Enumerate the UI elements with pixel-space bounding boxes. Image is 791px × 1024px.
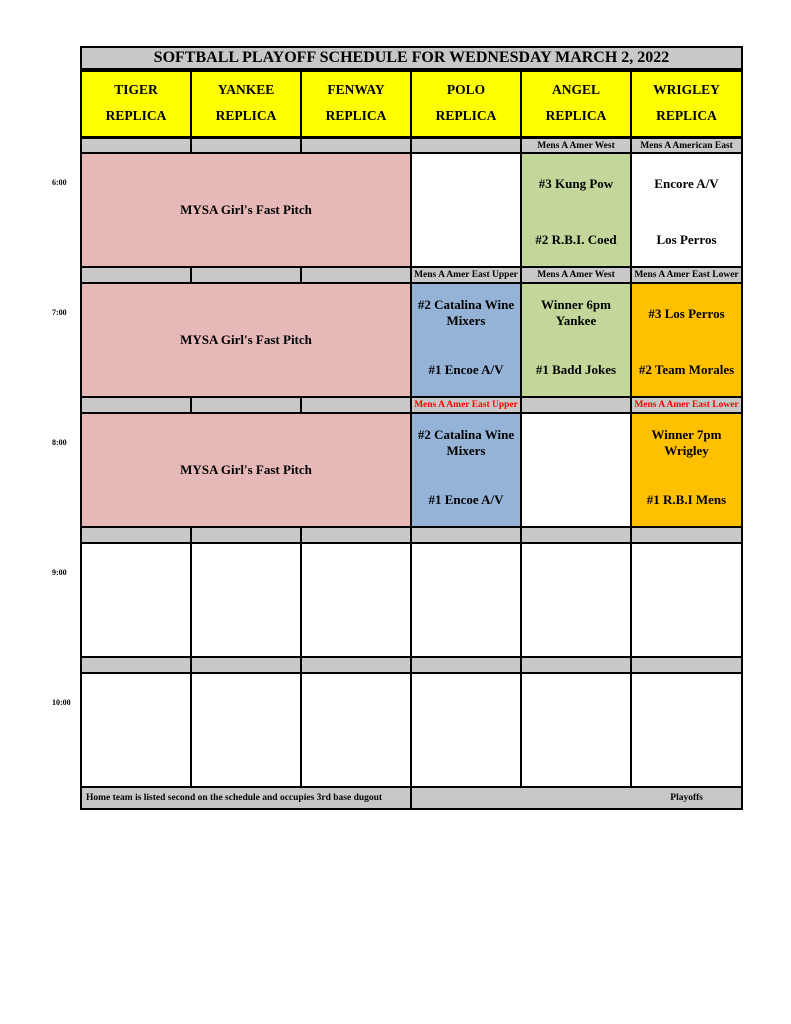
field-name: FENWAY xyxy=(327,82,385,97)
field-header-wrigley xyxy=(630,70,743,138)
empty-game-cell xyxy=(520,672,632,788)
field-header-yankee xyxy=(190,70,302,138)
division-label: Mens A Amer East Lower xyxy=(630,266,743,284)
empty-game-cell xyxy=(80,672,192,788)
empty-game-cell xyxy=(300,542,412,658)
field-sub: REPLICA xyxy=(656,108,717,123)
away-team: Winner 6pm Yankee xyxy=(541,297,611,328)
empty-game-cell xyxy=(410,152,522,268)
field-name: ANGEL xyxy=(551,82,600,97)
footer-playoffs-label: Playoffs xyxy=(410,786,743,810)
field-name: POLO xyxy=(446,82,486,97)
schedule-title: SOFTBALL PLAYOFF SCHEDULE FOR WEDNESDAY MARCH 2, 2022 xyxy=(80,46,743,70)
away-team: Winner 7pm Wrigley xyxy=(651,427,722,458)
mysa-block-6pm xyxy=(80,152,412,268)
event-label: MYSA Girl's Fast Pitch xyxy=(180,332,312,347)
division-label: Mens A Amer West xyxy=(520,266,632,284)
home-team: #2 Team Morales xyxy=(638,362,735,377)
field-sub: REPLICA xyxy=(215,108,277,123)
empty-game-cell xyxy=(80,542,192,658)
empty-game-cell xyxy=(630,542,743,658)
away-team: #2 Catalina Wine Mixers xyxy=(417,297,515,328)
home-team: #1 Badd Jokes xyxy=(535,362,617,377)
game-cell-polo-7pm xyxy=(410,282,522,398)
game-cell-polo-8pm xyxy=(410,412,522,528)
field-sub: REPLICA xyxy=(435,108,497,123)
time-label: 6:00 xyxy=(52,178,67,187)
empty-game-cell xyxy=(190,672,302,788)
home-team: #2 R.B.I. Coed xyxy=(535,232,617,247)
home-team: Los Perros xyxy=(656,232,717,247)
mysa-block-8pm xyxy=(80,412,412,528)
field-name: WRIGLEY xyxy=(653,82,720,97)
footer-note: Home team is listed second on the schedule and occupies 3rd base dugout xyxy=(80,786,412,810)
home-team: #1 R.B.I Mens xyxy=(646,492,727,507)
away-team: Encore A/V xyxy=(654,176,719,191)
empty-game-cell xyxy=(410,672,522,788)
empty-game-cell xyxy=(520,412,632,528)
field-sub: REPLICA xyxy=(325,108,387,123)
field-sub: REPLICA xyxy=(545,108,607,123)
empty-game-cell xyxy=(300,672,412,788)
game-cell-wrigley-8pm xyxy=(630,412,743,528)
time-label: 10:00 xyxy=(52,698,71,707)
division-label: Mens A Amer East Upper xyxy=(410,266,522,284)
division-label: Mens A American East xyxy=(630,137,743,154)
home-team: #1 Encoe A/V xyxy=(428,492,504,507)
event-label: MYSA Girl's Fast Pitch xyxy=(180,202,312,217)
event-label: MYSA Girl's Fast Pitch xyxy=(180,462,312,477)
field-sub: REPLICA xyxy=(105,108,167,123)
division-label: Mens A Amer East Lower xyxy=(630,396,743,414)
division-label: Mens A Amer West xyxy=(520,137,632,154)
field-header-tiger xyxy=(80,70,192,138)
home-team: #1 Encoe A/V xyxy=(428,362,504,377)
away-team: #2 Catalina Wine Mixers xyxy=(417,427,515,458)
field-header-polo xyxy=(410,70,522,138)
field-header-angel xyxy=(520,70,632,138)
mysa-block-7pm xyxy=(80,282,412,398)
game-cell-wrigley-6pm xyxy=(630,152,743,268)
away-team: #3 Kung Pow xyxy=(538,176,614,191)
empty-game-cell xyxy=(630,672,743,788)
division-label: Mens A Amer East Upper xyxy=(410,396,522,414)
game-cell-wrigley-7pm xyxy=(630,282,743,398)
field-header-fenway xyxy=(300,70,412,138)
time-label: 9:00 xyxy=(52,568,67,577)
game-cell-angel-7pm xyxy=(520,282,632,398)
field-name: TIGER xyxy=(114,82,158,97)
empty-game-cell xyxy=(190,542,302,658)
time-label: 7:00 xyxy=(52,308,67,317)
away-team: #3 Los Perros xyxy=(648,306,725,321)
game-cell-angel-6pm xyxy=(520,152,632,268)
empty-game-cell xyxy=(520,542,632,658)
empty-game-cell xyxy=(410,542,522,658)
time-label: 8:00 xyxy=(52,438,67,447)
field-name: YANKEE xyxy=(217,82,275,97)
